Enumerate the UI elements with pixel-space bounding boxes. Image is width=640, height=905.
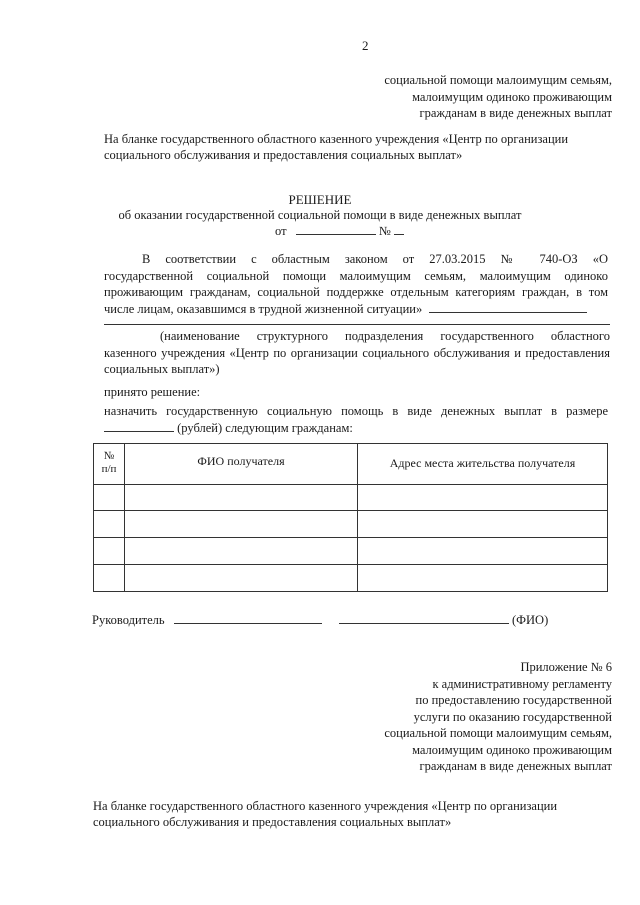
- paragraph-line: В соответствии с областным законом от 27.03.2015 № 740-ОЗ «О: [142, 252, 608, 266]
- decision-made: принято решение:: [104, 385, 201, 399]
- fio-label: (ФИО): [511, 613, 549, 627]
- unit-caption-line: казенного учреждения «Центр по организации социального обслуживания и предоставления: [104, 345, 610, 360]
- signature-line: [92, 612, 548, 628]
- top-header-line: социальной помощи малоимущим семьям,: [384, 73, 612, 87]
- paragraph-line: государственной социальной помощи малоимущим семьям, малоимущим одиноко: [104, 268, 608, 283]
- appendix-line: услуги по оказанию государственной: [413, 709, 612, 724]
- table-cell[interactable]: [94, 565, 125, 592]
- appendix-line: гражданам в виде денежных выплат: [419, 759, 612, 773]
- decision-title: РЕШЕНИЕ: [288, 192, 352, 207]
- situation-field[interactable]: [429, 301, 587, 313]
- decision-date-line: [275, 223, 404, 239]
- assign-line-2-text: (рублей) следующим гражданам:: [177, 420, 353, 435]
- appendix-line: социальной помощи малоимущим семьям,: [384, 726, 612, 740]
- appendix-line: к административному регламенту: [432, 676, 612, 691]
- main-paragraph: [104, 251, 608, 317]
- paragraph-last-text: числе лицам, оказавшимся в трудной жизненной ситуации»: [104, 301, 423, 316]
- unit-name-field[interactable]: [104, 324, 610, 325]
- fio-field[interactable]: [339, 612, 509, 624]
- table-cell[interactable]: [358, 538, 608, 565]
- col-num-line1: №: [103, 450, 115, 462]
- top-header: [384, 72, 612, 122]
- assign-line-1: назначить государственную социальную помощь в виде денежных выплат в размере: [104, 404, 608, 418]
- signature-field[interactable]: [174, 612, 322, 624]
- appendix-line: по предоставлению государственной: [415, 693, 612, 707]
- blank-note-2-line-2: социального обслуживания и предоставления социальных выплат»: [93, 815, 452, 829]
- table-cell[interactable]: [125, 565, 358, 592]
- table-cell[interactable]: [94, 485, 125, 511]
- amount-field[interactable]: [104, 420, 174, 432]
- number-label: №: [378, 224, 391, 238]
- top-header-line: малоимущим одиноко проживающим: [412, 89, 612, 104]
- paragraph-last-line: [104, 301, 608, 318]
- blank-note-line-1: На бланке государственного областного казенного учреждения «Центр по организации: [104, 132, 569, 146]
- table-row: [94, 538, 608, 565]
- table-row: [94, 485, 608, 511]
- blank-note-2-line-1: На бланке государственного областного казенного учреждения «Центр по организации: [93, 799, 558, 813]
- unit-caption-line: социальных выплат»): [104, 362, 220, 376]
- page-number: 2: [362, 38, 369, 53]
- appendix-line: Приложение № 6: [520, 660, 612, 674]
- assign-line-2: [104, 420, 608, 437]
- col-num-header: [94, 444, 125, 485]
- table-cell[interactable]: [358, 511, 608, 538]
- unit-caption: [104, 328, 610, 378]
- table-cell[interactable]: [94, 538, 125, 565]
- unit-caption-line: (наименование структурного подразделения государственного областного: [160, 329, 610, 343]
- table-cell[interactable]: [125, 511, 358, 538]
- table-row: [94, 511, 608, 538]
- blank-note-line-2: социального обслуживания и предоставления социальных выплат»: [104, 148, 463, 162]
- col-num-line2: п/п: [101, 463, 117, 475]
- appendix-line: малоимущим одиноко проживающим: [412, 742, 612, 757]
- table-header-row: [94, 444, 608, 485]
- number-field[interactable]: [394, 223, 404, 235]
- assign-block: [104, 403, 608, 436]
- table-cell[interactable]: [125, 538, 358, 565]
- table-cell[interactable]: [358, 485, 608, 511]
- from-label: от: [275, 224, 287, 238]
- appendix-block: [384, 659, 612, 775]
- col-address-header: Адрес места жительства получателя: [358, 444, 608, 485]
- recipients-table: [93, 443, 608, 592]
- table-row: [94, 565, 608, 592]
- top-header-line: гражданам в виде денежных выплат: [419, 106, 612, 120]
- signature-label: Руководитель: [92, 613, 165, 627]
- table-cell[interactable]: [125, 485, 358, 511]
- decision-subtitle: об оказании государственной социальной помощи в виде денежных выплат: [118, 208, 522, 222]
- paragraph-line: проживающим гражданам, социальной поддержке отдельным категориям граждан, в том: [104, 285, 608, 299]
- table-cell[interactable]: [358, 565, 608, 592]
- col-name-header: ФИО получателя: [125, 444, 358, 485]
- table-cell[interactable]: [94, 511, 125, 538]
- date-field[interactable]: [296, 223, 376, 235]
